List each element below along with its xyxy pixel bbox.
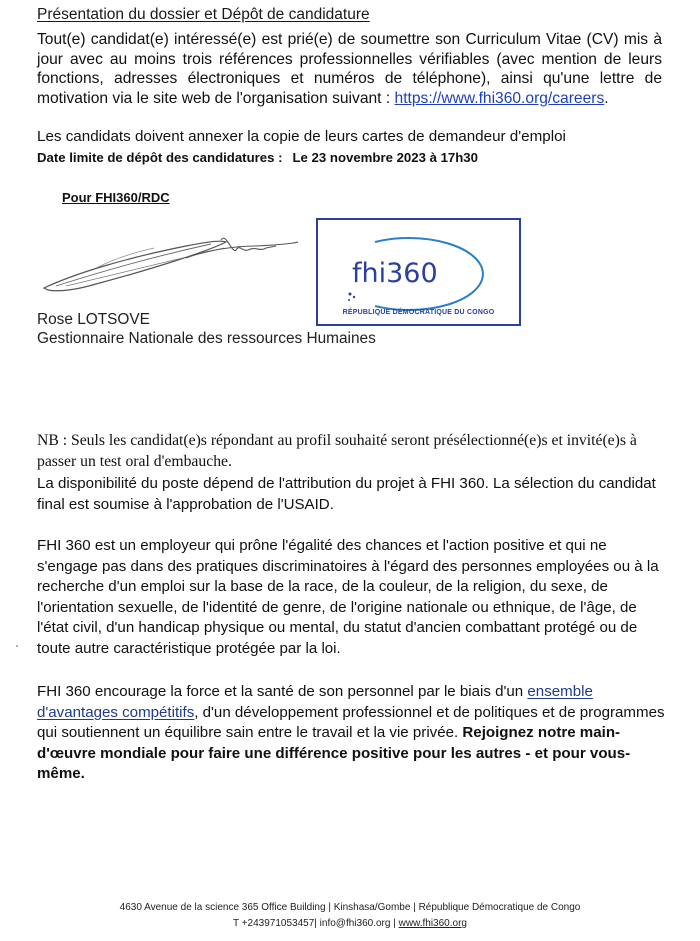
equal-opportunity-paragraph: FHI 360 est un employeur qui prône l'égalité des chances et l'action positive et qui ne s'engage pas dans des pratiques discriminatoires à l'égard des personnes employées ou à la recherche d'un emploi sur la base de la race, de la couleur, de la religion, du sexe, de l'orientation sexuelle, de l'identité de genre, de l'origine nationale ou ethnique, de l'âge, de l'état civil, d'un handicap physique ou mental, du statut d'ancien combattant protégé ou de toute autre caractéristique protégée par la loi. (37, 537, 659, 657)
benefits-link[interactable]: ensemble d'avantages compétitifs (37, 683, 593, 721)
benefits-paragraph (37, 682, 667, 785)
scan-speck (16, 645, 18, 647)
handwritten-signature (36, 228, 301, 300)
intro-period: . (604, 89, 609, 107)
annex-requirement: Les candidats doivent annexer la copie de leurs cartes de demandeur d'emploi (37, 128, 566, 145)
signatory-role: Gestionnaire Nationale des ressources Humaines (37, 330, 376, 347)
section-title: Présentation du dossier et Dépôt de candidature (37, 6, 370, 23)
footer-contact-text: T +243971053457| info@fhi360.org | (233, 918, 396, 929)
footer-address: 4630 Avenue de la science 365 Office Building | Kinshasa/Gombe | République Démocratique de Congo (119, 902, 581, 913)
footer-contact (0, 918, 700, 929)
signatory-org: Pour FHI360/RDC (62, 190, 170, 205)
intro-paragraph (37, 30, 662, 108)
deadline-label: Date limite de dépôt des candidatures : (37, 150, 283, 165)
benefits-call-to-action: Rejoignez notre main-d'œuvre mondiale pour faire une différence positive pour les autres - et pour vous-même. (37, 724, 631, 783)
deadline-value: Le 23 novembre 2023 à 17h30 (292, 150, 478, 165)
stamp-logo-text: fhi360 (352, 258, 438, 289)
intro-text: Tout(e) candidat(e) intéressé(e) est prié(e) de soumettre son Curriculum Vitae (CV) mis à jour avec au moins trois références professionnelles vérifiables (avec mention de leurs fonctions, adresses électroniques et numéros de téléphone), ainsi qu'une lettre de motivation via le site web de l'organisation suivant : (37, 31, 662, 107)
nb-note: NB : Seuls les candidat(e)s répondant au profil souhaité seront présélectionné(e)s et invité(e)s à passer un test oral d'embauche. (37, 432, 637, 470)
deadline-line (37, 150, 478, 165)
availability-paragraph: La disponibilité du poste dépend de l'attribution du projet à FHI 360. La sélection du candidat final est soumise à l'approbation de l'USAID. (37, 475, 656, 513)
fhi360-logo (340, 234, 500, 314)
stamp-caption: RÉPUBLIQUE DÉMOCRATIQUE DU CONGO (342, 309, 495, 316)
careers-link[interactable]: https://www.fhi360.org/careers (394, 89, 605, 107)
footer-website-link[interactable]: www.fhi360.org (398, 918, 467, 929)
benefits-middle: , d'un développement professionnel et de politiques et de programmes qui soutiennent un équilibre sain entre le travail et la vie privée. (37, 703, 665, 742)
benefits-prefix: FHI 360 encourage la force et la santé de son personnel par le biais d'un (37, 683, 524, 700)
organization-stamp (316, 218, 521, 326)
signatory-name: Rose LOTSOVE (37, 311, 150, 328)
